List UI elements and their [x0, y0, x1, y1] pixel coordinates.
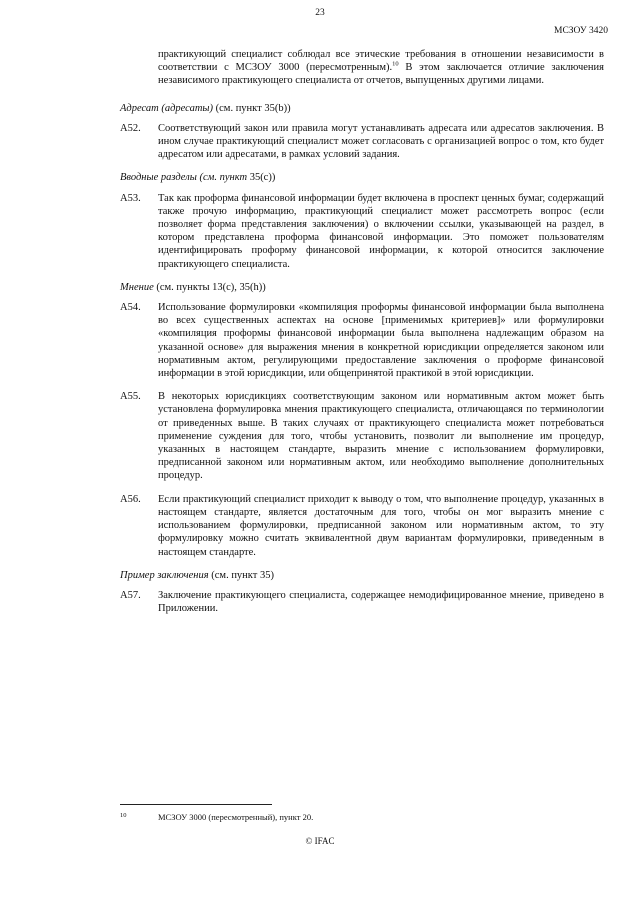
paragraph-number: A53.	[120, 192, 141, 204]
paragraph-number: A56.	[120, 493, 141, 505]
heading-reference: (см. пункты 13(c), 35(h))	[153, 281, 266, 293]
heading-title: Вводные разделы (см. пункт	[120, 172, 248, 184]
continued-paragraph	[158, 48, 604, 88]
paragraph-text: В некоторых юрисдикциях соответствующим законом или нормативным актом может быть установлена формулировка мнения практикующего специалиста, отличающаяся по терминологии от приведенных выше. В таких случаях от практикующего специалиста может потребоваться применение суждения для того, чтобы установить, позволит ли выполнение им процедур, указанных в настоящем стандарте, выразить мнение с использованием формулировки, предписанной законом или нормативным актом, или необходимо выполнение дополнительных процедур.	[158, 391, 604, 482]
paragraph-text: Так как проформа финансовой информации будет включена в проспект ценных бумаг, содержащий также прочую информацию, практикующий специалист может рассмотреть вопрос (если позволяет форма представления заключения) о включении ссылки, указывающей на раздел, в котором представлена проформа финансовой информации. Это поможет пользователям идентифицировать проформу финансовой информации, к которой относится заключение практикующего специалиста.	[158, 192, 604, 270]
heading-title: Мнение	[120, 281, 154, 293]
section-heading-example-report	[120, 569, 604, 582]
paragraph-a53	[120, 192, 604, 271]
page-body	[120, 48, 604, 625]
footnote-text: МСЗОУ 3000 (пересмотренный), пункт 20.	[158, 812, 314, 822]
heading-reference: (см. пункт 35(b))	[213, 102, 291, 114]
paragraph-text: Соответствующий закон или правила могут устанавливать адресата или адресатов заключения. В ином случае практикующий специалист может согласовать с организацией вопрос о том, кто будет адресатом или адресатами, в рамках условий задания.	[158, 122, 604, 161]
paragraph-a54	[120, 301, 604, 380]
intro-text-before: практикующий специалист соблюдал все этические требования в отношении независимости в соответствии с МСЗОУ 3000 (пересмотренным).	[158, 49, 604, 74]
paragraph-text: Использование формулировки «компиляция проформы финансовой информации была выполнена во всех существенных аспектах на основе [применимых критериев]» или формулировки «компиляция проформы финансовой информации была выполнена надлежащим образом на указанной основе» для выражения мнения в конкретной юрисдикции определяется законом или нормативным актом, регулирующими предоставление заключения о проформе финансовой информации в этой юрисдикции, или общепринятой практикой в этой юрисдикции.	[158, 302, 604, 380]
footnote-number: 10	[120, 812, 127, 819]
footnote-divider	[120, 804, 272, 805]
heading-title: Пример заключения	[120, 569, 209, 581]
paragraph-a52	[120, 122, 604, 162]
section-heading-intro-sections	[120, 171, 604, 184]
paragraph-a56	[120, 493, 604, 559]
paragraph-text: Если практикующий специалист приходит к выводу о том, что выполнение процедур, указанных в настоящем стандарте, является достаточным для того, чтобы он мог выразить мнение с использованием формулировки, предписанной законом или нормативным актом, то эту формулировку можно считать эквивалентной двум вариантам формулировки, приведенным в настоящем стандарте.	[158, 493, 604, 558]
document-code: МСЗОУ 3420	[554, 26, 608, 36]
paragraph-text: Заключение практикующего специалиста, содержащее немодифицированное мнение, приведено в Приложении.	[158, 589, 604, 615]
paragraph-a57	[120, 589, 604, 615]
heading-reference: 35(c))	[247, 172, 276, 184]
section-heading-opinion	[120, 281, 604, 294]
paragraph-a55	[120, 390, 604, 482]
copyright-footer: © IFAC	[305, 836, 335, 846]
section-heading-addressee	[120, 102, 604, 115]
heading-reference: (см. пункт 35)	[208, 569, 274, 581]
heading-title: Адресат (адресаты)	[120, 102, 214, 114]
paragraph-number: A52.	[120, 122, 141, 134]
paragraph-number: A57.	[120, 589, 141, 601]
footnote	[120, 812, 604, 822]
footnote-reference: 10	[392, 60, 399, 68]
paragraph-number: A54.	[120, 302, 141, 314]
page-number: 23	[315, 8, 325, 18]
paragraph-number: A55.	[120, 391, 141, 403]
intro-text-after: В этом заключается отличие заключения независимого практикующего специалиста от отчетов, выпущенных другими лицами.	[158, 62, 604, 87]
